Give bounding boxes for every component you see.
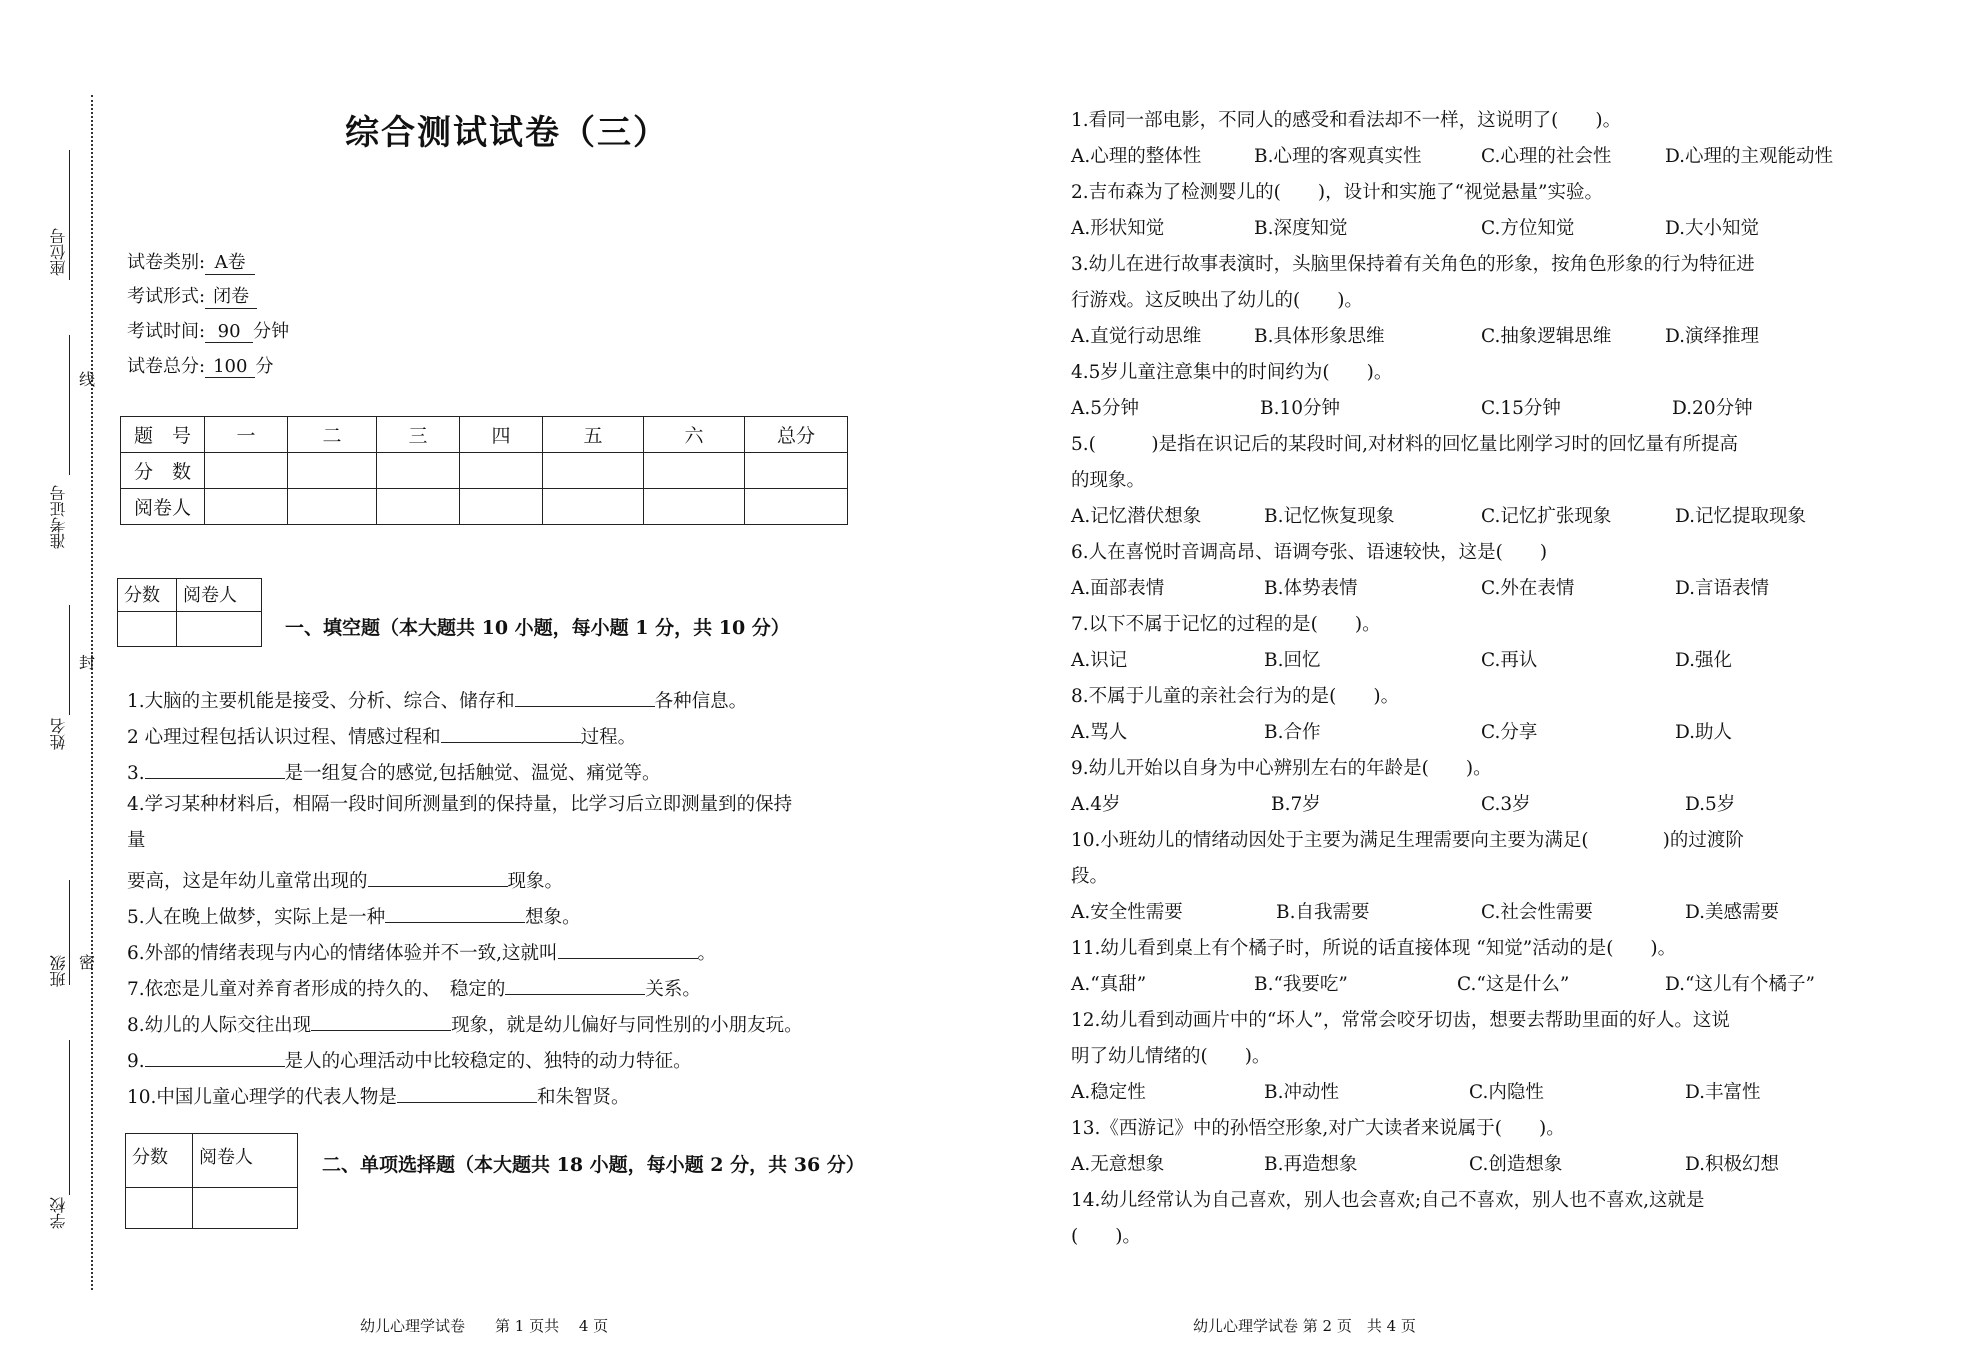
answer-option[interactable]: C.内隐性 — [1469, 1082, 1544, 1103]
question-text: 13.《西游记》中的孙悟空形象,对广大读者来说属于( )。 — [1071, 1118, 1565, 1139]
page-footer-left: 幼儿心理学试卷 第 1 页共 4 页 — [360, 1317, 609, 1335]
answer-option[interactable]: B.心理的客观真实性 — [1254, 146, 1422, 167]
grader-score-cell[interactable] — [118, 612, 177, 647]
score-cell[interactable] — [288, 453, 377, 489]
school-line — [69, 1040, 70, 1195]
page-footer-right: 幼儿心理学试卷 第 2 页 共 4 页 — [1193, 1317, 1416, 1335]
answer-option[interactable]: C.社会性需要 — [1481, 902, 1593, 923]
meta-value: 100 — [205, 356, 255, 378]
cut-char-secret: 密 — [79, 953, 96, 972]
grader-score-label: 分数 — [126, 1134, 193, 1188]
answer-option[interactable]: B.自我需要 — [1276, 902, 1370, 923]
answer-blank[interactable] — [558, 940, 698, 959]
answer-blank[interactable] — [145, 760, 285, 779]
meta-label: 试卷类别: — [127, 252, 206, 273]
cut-line — [91, 95, 93, 1290]
answer-option[interactable]: D.言语表情 — [1675, 578, 1770, 599]
score-cell[interactable] — [745, 453, 848, 489]
answer-option[interactable]: A.面部表情 — [1071, 578, 1165, 599]
grader-cell[interactable] — [543, 489, 644, 525]
meta-category — [127, 248, 255, 275]
exam-number-label: 准考证号 — [49, 485, 68, 549]
grader-cell[interactable] — [745, 489, 848, 525]
score-row — [121, 453, 848, 489]
answer-option[interactable]: B.记忆恢复现象 — [1264, 506, 1395, 527]
question-text: 1.看同一部电影，不同人的感受和看法却不一样，这说明了( )。 — [1071, 110, 1622, 131]
section1-grader-box — [117, 578, 262, 647]
grader-cell[interactable] — [460, 489, 543, 525]
row-label: 分 数 — [121, 453, 205, 489]
question-text: 4.5岁儿童注意集中的时间约为( )。 — [1071, 362, 1393, 383]
header-cell: 五 — [543, 417, 644, 453]
question-text: 明了幼儿情绪的( )。 — [1071, 1046, 1271, 1067]
header-cell: 一 — [205, 417, 288, 453]
answer-option[interactable]: D.美感需要 — [1685, 902, 1780, 923]
grader-reviewer-label: 阅卷人 — [177, 579, 262, 612]
answer-option[interactable]: D.助人 — [1675, 722, 1733, 743]
grader-reviewer-cell[interactable] — [177, 612, 262, 647]
answer-option[interactable]: B.10分钟 — [1260, 398, 1341, 419]
answer-option[interactable]: B.深度知觉 — [1254, 218, 1348, 239]
answer-option[interactable]: A.稳定性 — [1071, 1082, 1146, 1103]
score-cell[interactable] — [644, 453, 745, 489]
answer-option[interactable]: C.15分钟 — [1481, 398, 1561, 419]
answer-option[interactable]: C.外在表情 — [1481, 578, 1575, 599]
answer-option[interactable]: A.直觉行动思维 — [1071, 326, 1202, 347]
answer-blank[interactable] — [385, 904, 525, 923]
answer-option[interactable]: A.5分钟 — [1071, 398, 1140, 419]
exam-title: 综合测试试卷（三） — [345, 113, 669, 153]
fill-item-8: 8.幼儿的人际交往出现 现象，就是幼儿偏好与同性别的小朋友玩。 — [127, 1012, 803, 1036]
fill-item-4-cont: 量 — [127, 830, 146, 851]
answer-option[interactable]: B.体势表情 — [1264, 578, 1358, 599]
answer-option[interactable]: A.骂人 — [1071, 722, 1128, 743]
meta-label: 考试形式: — [127, 286, 206, 307]
answer-option[interactable]: C.分享 — [1481, 722, 1538, 743]
fill-item-6: 6.外部的情绪表现与内心的情绪体验并不一致,这就叫 。 — [127, 940, 716, 964]
cut-char-line: 线 — [79, 370, 96, 389]
question-text: 段。 — [1071, 866, 1109, 887]
answer-blank[interactable] — [368, 868, 508, 887]
grader-cell[interactable] — [205, 489, 288, 525]
answer-option[interactable]: C.方位知觉 — [1481, 218, 1575, 239]
question-text: 12.幼儿看到动画片中的“坏人”，常常会咬牙切齿，想要去帮助里面的好人。这说 — [1071, 1010, 1730, 1031]
answer-option[interactable]: B.7岁 — [1271, 794, 1321, 815]
question-text: 11.幼儿看到桌上有个橘子时，所说的话直接体现 “知觉”活动的是( )。 — [1071, 938, 1677, 959]
meta-suffix: 分钟 — [253, 321, 290, 342]
meta-format — [127, 282, 257, 309]
header-cell: 六 — [644, 417, 745, 453]
answer-blank[interactable] — [397, 1084, 537, 1103]
school-label: 学校 — [49, 1197, 68, 1229]
header-cell: 总分 — [745, 417, 848, 453]
question-text: 14.幼儿经常认为自己喜欢，别人也会喜欢;自己不喜欢，别人也不喜欢,这就是 — [1071, 1190, 1705, 1211]
header-cell: 四 — [460, 417, 543, 453]
answer-blank[interactable] — [145, 1048, 285, 1067]
header-cell: 题 号 — [121, 417, 205, 453]
answer-option[interactable]: A.识记 — [1071, 650, 1128, 671]
name-line — [69, 605, 70, 715]
answer-blank[interactable] — [505, 976, 645, 995]
fill-item-4: 4.学习某种材料后，相隔一段时间所测量到的保持量，比学习后立即测量到的保持 — [127, 794, 793, 815]
answer-option[interactable]: A.“真甜” — [1071, 974, 1147, 995]
question-text: 2.吉布森为了检测婴儿的( )，设计和实施了“视觉悬量”实验。 — [1071, 182, 1604, 203]
question-text: ( )。 — [1071, 1226, 1141, 1247]
answer-option[interactable]: B.合作 — [1264, 722, 1321, 743]
answer-option[interactable]: D.记忆提取现象 — [1675, 506, 1807, 527]
answer-option[interactable]: C.记忆扩张现象 — [1481, 506, 1612, 527]
row-label: 阅卷人 — [121, 489, 205, 525]
answer-option[interactable]: D.丰富性 — [1685, 1082, 1761, 1103]
fill-item-2: 2 心理过程包括认识过程、情感过程和 过程。 — [127, 724, 636, 748]
meta-value: 闭卷 — [205, 282, 257, 309]
answer-option[interactable]: D.心理的主观能动性 — [1665, 146, 1834, 167]
header-cell: 二 — [288, 417, 377, 453]
fill-item-5: 5.人在晚上做梦，实际上是一种 想象。 — [127, 904, 581, 928]
grader-row — [121, 489, 848, 525]
answer-option[interactable]: B.再造想象 — [1264, 1154, 1358, 1175]
answer-blank[interactable] — [441, 724, 581, 743]
answer-option[interactable]: D.20分钟 — [1672, 398, 1753, 419]
fill-item-10: 10.中国儿童心理学的代表人物是 和朱智贤。 — [127, 1084, 629, 1108]
answer-option[interactable]: C.3岁 — [1481, 794, 1531, 815]
meta-suffix: 分 — [255, 356, 274, 377]
answer-option[interactable]: C.创造想象 — [1469, 1154, 1563, 1175]
section2-heading: 二、单项选择题（本大题共 18 小题，每小题 2 分，共 36 分） — [322, 1154, 865, 1176]
score-table-header — [121, 417, 848, 453]
name-label: 姓名 — [49, 718, 68, 750]
score-table — [120, 416, 848, 525]
answer-option[interactable]: A.形状知觉 — [1071, 218, 1165, 239]
answer-option[interactable]: B.具体形象思维 — [1254, 326, 1385, 347]
cut-char-seal: 封 — [79, 653, 96, 672]
answer-option[interactable]: C.抽象逻辑思维 — [1481, 326, 1612, 347]
section2-grader-box — [125, 1133, 298, 1229]
question-text: 3.幼儿在进行故事表演时，头脑里保持着有关角色的形象，按角色形象的行为特征进 — [1071, 254, 1755, 275]
fill-item-4-end: 要高，这是年幼儿童常出现的 现象。 — [127, 868, 563, 892]
question-text: 行游戏。这反映出了幼儿的( )。 — [1071, 290, 1363, 311]
fill-item-9: 9. 是人的心理活动中比较稳定的、独特的动力特征。 — [127, 1048, 692, 1072]
grader-cell[interactable] — [377, 489, 460, 525]
grader-reviewer-cell[interactable] — [193, 1188, 298, 1229]
section1-heading: 一、填空题（本大题共 10 小题，每小题 1 分，共 10 分） — [285, 617, 790, 639]
question-text: 9.幼儿开始以自身为中心辨别左右的年龄是( )。 — [1071, 758, 1492, 779]
answer-option[interactable]: B.回忆 — [1264, 650, 1321, 671]
seat-number-label: 座位号 — [49, 228, 68, 276]
class-label: 班级 — [49, 955, 68, 987]
score-cell[interactable] — [543, 453, 644, 489]
answer-option[interactable]: A.无意想象 — [1071, 1154, 1165, 1175]
fill-item-1: 1.大脑的主要机能是接受、分析、综合、储存和 各种信息。 — [127, 688, 747, 712]
score-cell[interactable] — [205, 453, 288, 489]
question-text: 8.不属于儿童的亲社会行为的是( )。 — [1071, 686, 1400, 707]
answer-option[interactable]: D.演绎推理 — [1665, 326, 1760, 347]
answer-option[interactable]: D.5岁 — [1685, 794, 1736, 815]
meta-total-score — [127, 352, 273, 378]
question-text: 7.以下不属于记忆的过程的是( )。 — [1071, 614, 1381, 635]
question-text: 6.人在喜悦时音调高昂、语调夸张、语速较快，这是( ) — [1071, 542, 1548, 563]
grader-reviewer-label: 阅卷人 — [193, 1134, 298, 1188]
answer-option[interactable]: D.强化 — [1675, 650, 1733, 671]
question-text: 5.( )是指在识记后的某段时间,对材料的回忆量比刚学习时的回忆量有所提高 — [1071, 434, 1738, 455]
answer-option[interactable]: B.“我要吃” — [1254, 974, 1348, 995]
header-cell: 三 — [377, 417, 460, 453]
meta-value: 90 — [205, 321, 253, 343]
score-cell[interactable] — [377, 453, 460, 489]
meta-label: 考试时间: — [127, 321, 206, 342]
grader-cell[interactable] — [288, 489, 377, 525]
answer-option[interactable]: D.“这儿有个橘子” — [1665, 974, 1815, 995]
answer-option[interactable]: A.4岁 — [1071, 794, 1121, 815]
question-text: 的现象。 — [1071, 470, 1146, 491]
answer-option[interactable]: A.记忆潜伏想象 — [1071, 506, 1202, 527]
question-text: 10.小班幼儿的情绪动因处于主要为满足生理需要向主要为满足( )的过渡阶 — [1071, 830, 1744, 851]
grader-score-label: 分数 — [118, 579, 177, 612]
answer-option[interactable]: D.大小知觉 — [1665, 218, 1760, 239]
exam-number-line — [69, 335, 70, 475]
fill-item-3: 3. 是一组复合的感觉,包括触觉、温觉、痛觉等。 — [127, 760, 661, 784]
seat-number-line — [69, 150, 70, 280]
answer-blank[interactable] — [311, 1012, 451, 1031]
grader-cell[interactable] — [644, 489, 745, 525]
answer-option[interactable]: A.安全性需要 — [1071, 902, 1183, 923]
fill-item-7: 7.依恋是儿童对养育者形成的持久的、 稳定的 关系。 — [127, 976, 701, 1000]
meta-duration — [127, 317, 289, 343]
meta-value: A卷 — [205, 248, 255, 275]
answer-option[interactable]: C.“这是什么” — [1457, 974, 1570, 995]
answer-option[interactable]: D.积极幻想 — [1685, 1154, 1780, 1175]
grader-score-cell[interactable] — [126, 1188, 193, 1229]
answer-option[interactable]: C.心理的社会性 — [1481, 146, 1612, 167]
answer-option[interactable]: B.冲动性 — [1264, 1082, 1339, 1103]
answer-blank[interactable] — [515, 688, 655, 707]
answer-option[interactable]: C.再认 — [1481, 650, 1538, 671]
class-line — [69, 880, 70, 985]
meta-label: 试卷总分: — [127, 356, 206, 377]
score-cell[interactable] — [460, 453, 543, 489]
answer-option[interactable]: A.心理的整体性 — [1071, 146, 1202, 167]
